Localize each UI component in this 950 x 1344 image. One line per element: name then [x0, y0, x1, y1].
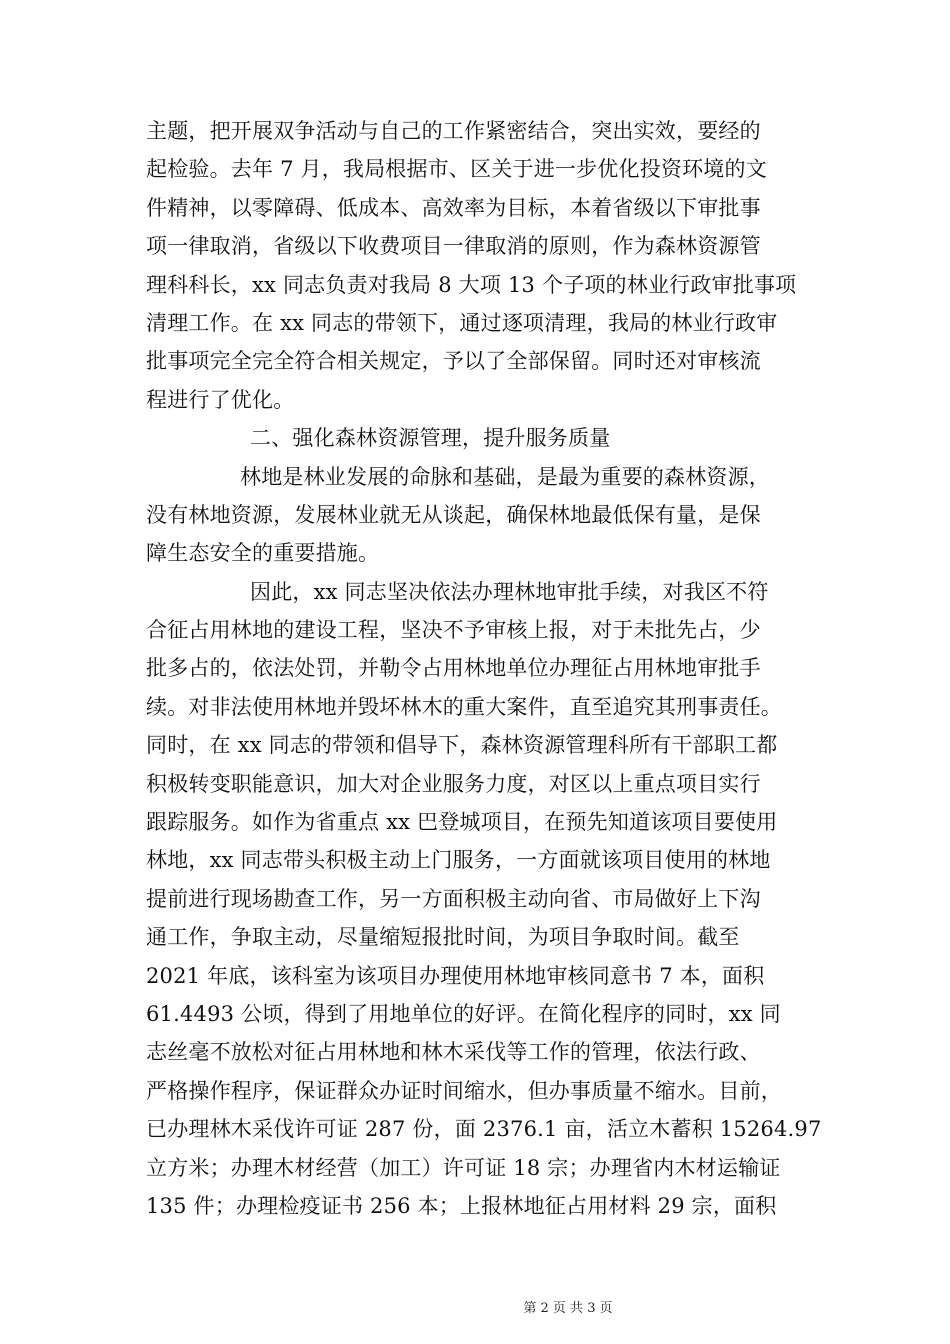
- page-number-footer: 第 2 页 共 3 页: [523, 1301, 613, 1316]
- text-line: 积极转变职能意识，加大对企业服务力度，对区以上重点项目实行: [146, 771, 761, 796]
- text-line: 立方米；办理木材经营（加工）许可证 18 宗；办理省内木材运输证: [146, 1155, 781, 1180]
- text-line: 批事项完全完全符合相关规定，予以了全部保留。同时还对审核流: [146, 349, 761, 374]
- section-heading: 二、强化森林资源管理，提升服务质量: [250, 426, 611, 451]
- text-line: 严格操作程序，保证群众办证时间缩水，但办事质量不缩水。目前，: [146, 1078, 782, 1103]
- text-line: 提前进行现场勘查工作，另一方面积极主动向省、市局做好上下沟: [146, 886, 761, 911]
- text-line: 没有林地资源，发展林业就无从谈起，确保林地最低保有量，是保: [146, 502, 761, 527]
- text-line: 135 件；办理检疫证书 256 本；上报林地征占用材料 29 宗，面积: [146, 1193, 777, 1218]
- text-line: 因此，xx 同志坚决依法办理林地审批手续，对我区不符: [250, 579, 769, 604]
- text-line: 主题，把开展双争活动与自己的工作紧密结合，突出实效，要经的: [146, 119, 761, 143]
- text-line: 林地，xx 同志带头积极主动上门服务，一方面就该项目使用的林地: [146, 848, 771, 873]
- text-line: 批多占的，依法处罚，并勒令占用林地单位办理征占用林地审批手: [146, 656, 761, 681]
- text-line: 项一律取消，省级以下收费项目一律取消的原则，作为森林资源管: [146, 234, 761, 259]
- document-body: [146, 112, 836, 1225]
- text-line: 同时，在 xx 同志的带领和倡导下，森林资源管理科所有干部职工都: [146, 733, 778, 758]
- text-line: 跟踪服务。如作为省重点 xx 巴登城项目，在预先知道该项目要使用: [146, 810, 778, 835]
- text-line: 61.4493 公顷，得到了用地单位的好评。在简化程序的同时，xx 同: [146, 1001, 781, 1026]
- text-line: 清理工作。在 xx 同志的带领下，通过逐项清理，我局的林业行政审: [146, 310, 778, 335]
- text-line: 通工作，争取主动，尽量缩短报批时间，为项目争取时间。截至: [146, 925, 740, 950]
- text-line: 续。对非法使用林地并毁坏林木的重大案件，直至追究其刑事责任。: [146, 694, 782, 719]
- text-line: 起检验。去年 7 月，我局根据市、区关于进一步优化投资环境的文: [146, 157, 767, 182]
- text-line: 理科科长，xx 同志负责对我局 8 大项 13 个子项的林业行政审批事项: [146, 272, 797, 297]
- text-line: 志丝毫不放松对征占用林地和林木采伐等工作的管理，依法行政、: [146, 1040, 761, 1065]
- text-line: 2021 年底，该科室为该项目办理使用林地审核同意书 7 本，面积: [146, 963, 765, 988]
- text-line: 林地是林业发展的命脉和基础，是最为重要的森林资源，: [240, 464, 770, 489]
- text-line: 障生态安全的重要措施。: [146, 541, 380, 566]
- text-line: 合征占用林地的建设工程，坚决不予审核上报，对于未批先占，少: [146, 618, 761, 643]
- text-line: 程进行了优化。: [146, 387, 295, 412]
- text-line: 件精神，以零障碍、低成本、高效率为目标，本着省级以下审批事: [146, 195, 761, 220]
- text-line: 已办理林木采伐许可证 287 份，面 2376.1 亩，活立木蓄积 15264.97: [146, 1117, 822, 1142]
